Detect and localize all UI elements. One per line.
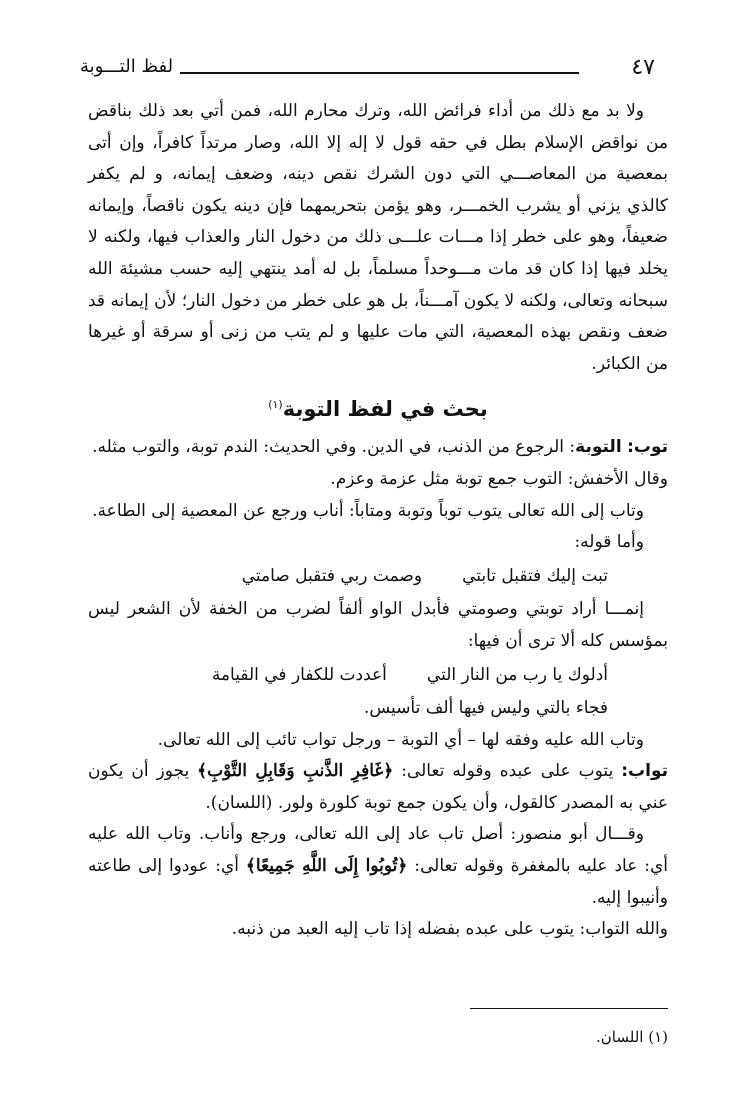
footnote-marker: (١) <box>268 398 283 412</box>
entry-fajaa: فجاء بالتي وليس فيها ألف تأسيس. <box>363 698 608 719</box>
entry-toub <box>88 432 668 464</box>
verse-2 <box>88 660 668 692</box>
footnote-rule <box>470 1008 668 1009</box>
section-heading-text: بحث في لفظ التوبة <box>282 397 488 422</box>
paragraph-1: ولا بد مع ذلك من أداء فرائض الله، وترك محارم الله، فمن أتي بعد ذلك بناقض من نواقض الإسلام بطل في حقه قول لا إله إلا الله، وصار مرتداً كافراً، وإن أتى بمعصية من المعاصـــي التي دون الشرك نقص دينه، وضعف إيمانه، و لم يكفر كالذي يزني أو يشرب الخمـــر، وهو يؤمن بتحريمهما فإن دينه يكون ناقصاً، وإيمانه ضعيفاً، وهو على خطر إذا مـــات علـــى ذلك من دخول النار والعذاب فيها، ولكنه لا يخلد فيها إذا كان قد مات مـــوحداً مسلماً، بل له أمد ينتهي إليه حسب مشيئة الله سبحانه وتعالى، ولكنه لا يكون آمـــناً، بل هو على خطر من دخول النار؛ لأن إيمانه قد ضعف ونقص بهذه المعصية، التي مات عليها و لم يتب من زنى أو سرقة أو غيرها من الكبائر. <box>87 101 669 374</box>
entry-innama: إنمـــا أراد توبتي وصومتي فأبدل الواو ألفاً لضرب من الخفة لأن الشعر ليس بمؤسس كله ألا ترى أن فيها: <box>88 599 668 651</box>
verse-1 <box>88 561 668 593</box>
page-number: ٤٧ <box>631 55 655 80</box>
entry-amma: وأما قوله: <box>574 532 644 553</box>
entry-tawwab <box>88 756 668 819</box>
header-rule <box>180 72 579 74</box>
quran-verse-1: ﴿غَافِرِ الذَّنبِ وَقَابِلِ التَّوْبِ﴾ <box>197 761 394 782</box>
verse-2-hemistich-2: أعددت للكفار في القيامة <box>211 664 387 685</box>
entry-abu-mansour <box>88 819 668 914</box>
verse-1-hemistich-2: وصمت ربي فتقبل صامتي <box>241 565 423 586</box>
entry-tawwab-post: يجوز أن يكون عني به المصدر كالقول، وأن يكون جمع توبة كلورة ولور. (اللسان). <box>88 761 668 813</box>
quran-verse-2: ﴿تُوبُوا إِلَى اللَّهِ جَمِيعًا﴾ <box>245 856 408 877</box>
entry-abu-mansour-pre: وقـــال أبو منصور: أصل تاب عاد إلى الله تعالى، ورجع وأناب. وتاب الله عليه أي: عاد عليه بالمغفرة وقوله تعالى: <box>88 824 668 877</box>
entry-allah-tawwab: والله التواب: يتوب على عبده بفضله إذا تاب إليه العبد من ذنبه. <box>231 919 668 940</box>
footnote: (١) اللسان. <box>596 1028 668 1046</box>
entry-akhfash: وقال الأخفش: التوب جمع توبة مثل عزمة وعزم. <box>330 468 668 489</box>
term-toub: توب: <box>627 437 668 458</box>
running-title: لفظ التـــوبة <box>80 56 174 77</box>
entry-tawwab-pre: يتوب على عبده وقوله تعالى: <box>393 761 622 782</box>
entry-taaba: وتاب إلى الله تعالى يتوب توباً وتوبة ومتاباً: أناب ورجع عن المعصية إلى الطاعة. <box>92 500 644 521</box>
running-header <box>80 52 655 82</box>
term-tawwab: تواب: <box>621 761 668 782</box>
entry-taaba-allah: وتاب الله عليه وفقه لها – أي التوبة – ورجل تواب تائب إلى الله تعالى. <box>157 729 644 750</box>
entry-abu-mansour-post: أي: عودوا إلى طاعته وأنيبوا إليه. <box>88 856 668 908</box>
main-text <box>88 96 668 946</box>
term-tawba: التوبة <box>575 437 622 458</box>
entry-toub-text: : الرجوع من الذنب، في الدين. وفي الحديث: الندم توبة، والتوب مثله. <box>92 437 576 458</box>
section-heading <box>88 390 668 424</box>
verse-1-hemistich-1: تبت إليك فتقبل تابتي <box>462 565 608 586</box>
verse-2-hemistich-1: أدلوك يا رب من النار التي <box>426 664 608 685</box>
